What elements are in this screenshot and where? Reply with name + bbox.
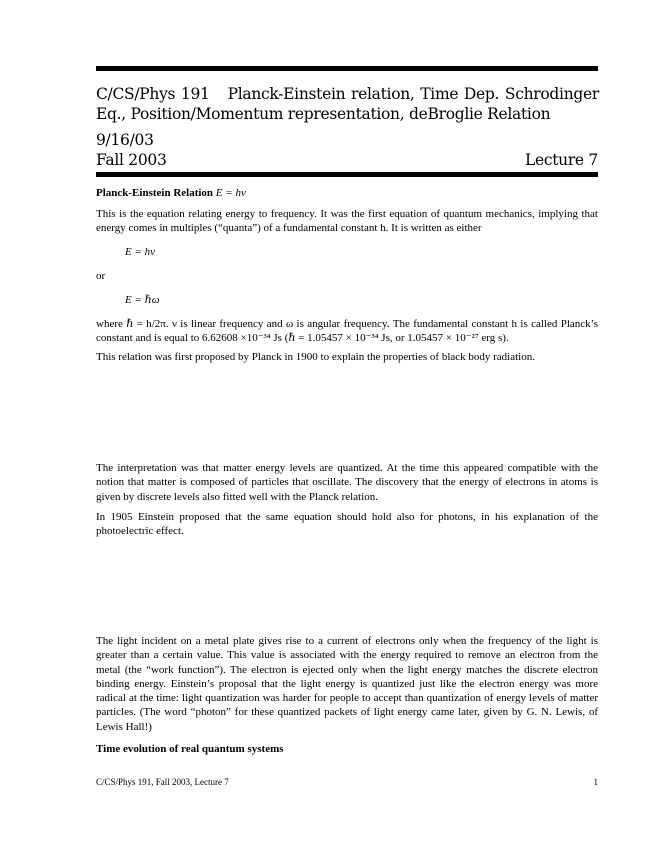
paragraph: [96, 350, 598, 364]
section-heading-time-evolution: Time evolution of real quantum systems: [96, 743, 284, 755]
paragraph: [96, 634, 598, 734]
paragraph-text: The light incident on a metal plate gives rise to a current of electrons only when the frequency of the light is greater than a certain value. This value is associated with the energy required to remove an electron from the metal (the “work function”). The electron is ejected only when the light energy matches the discrete electron binding energy. Einstein’s proposal that the light energy is quantized just like the electron energy was more radical at the time: light quantization was harder for people to accept than quantization of energy levels of matter particles. (The word “photon” for these quantized packets of light energy came later, given by G. N. Lewis, of Lewis Hall!): [96, 635, 598, 733]
lecture-date: 9/16/03: [96, 131, 154, 149]
title-text: Planck-Einstein relation, Time Dep. Schrodinger Eq., Position/Momentum representation, deBroglie Relation: [96, 85, 599, 123]
header-bottom-rule: [96, 172, 598, 177]
lecture-number: Lecture 7: [524, 151, 598, 169]
header-top-rule: [96, 66, 598, 71]
section-heading-planck: [96, 186, 598, 200]
term-label: Fall 2003: [96, 151, 167, 169]
paragraph-text: The interpretation was that matter energy levels are quantized. At the time this appeared compatible with the notion that matter is composed of particles that oscillate. The discovery that the energy of electrons in atoms is given by discrete levels also fitted well with the Planck relation.: [96, 462, 598, 503]
heading-text: Planck-Einstein Relation: [96, 187, 214, 199]
page-number: 1: [593, 777, 598, 787]
paragraph: [96, 207, 598, 236]
footer-label: C/CS/Phys 191, Fall 2003, Lecture 7: [96, 777, 229, 787]
or-text: or: [96, 270, 106, 282]
paragraph-text: This relation was first proposed by Planck in 1900 to explain the properties of black body radiation.: [96, 351, 535, 363]
heading-equation: E = hν: [215, 187, 246, 199]
equation-e-h-nu: E = hν: [125, 246, 156, 258]
course-code: C/CS/Phys 191: [96, 85, 210, 103]
equation-e-hbar-omega: E = ℏω: [125, 294, 160, 306]
paragraph: [96, 317, 598, 346]
paragraph-text: where ℏ = h/2π. ν is linear frequency and ω is angular frequency. The fundamental constant h is called Planck’s constant and is equal to 6.62608 ×10⁻³⁴ Js (ℏ = 1.05457 × 10⁻³⁴ Js, or 1.05457 × 10⁻²⁷ erg s).: [96, 318, 598, 345]
paragraph-text: In 1905 Einstein proposed that the same equation should hold also for photons, in his explanation of the photoelectric effect.: [96, 511, 598, 538]
paragraph: [96, 461, 598, 504]
paragraph: [96, 510, 598, 539]
paragraph-text: This is the equation relating energy to frequency. It was the first equation of quantum mechanics, implying that energy comes in multiples (“quanta”) of a fundamental constant h. It is written as either: [96, 208, 598, 235]
lecture-title: [96, 84, 599, 124]
